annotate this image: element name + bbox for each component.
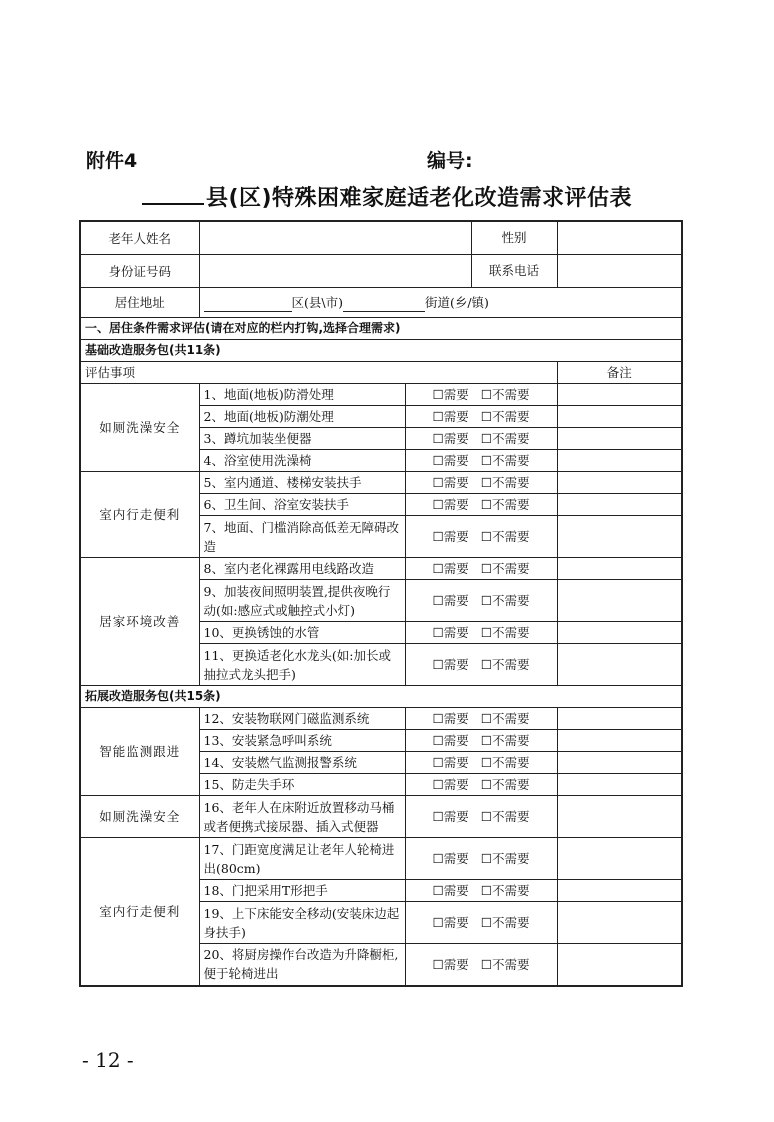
street-suffix: 街道(乡/镇) xyxy=(424,295,489,310)
need-checkbox[interactable]: ☐需要 xyxy=(432,883,469,898)
no-need-checkbox[interactable]: ☐不需要 xyxy=(480,733,530,748)
remark-cell[interactable] xyxy=(557,450,682,472)
remark-cell[interactable] xyxy=(557,428,682,450)
address-label: 居住地址 xyxy=(80,288,199,318)
address-field[interactable] xyxy=(199,288,682,318)
remark-cell[interactable] xyxy=(557,622,682,644)
item-text: 11、更换适老化水龙头(如:加长或抽拉式龙头把手) xyxy=(199,644,405,686)
no-need-checkbox[interactable]: ☐不需要 xyxy=(480,561,530,576)
need-checkbox[interactable]: ☐需要 xyxy=(432,851,469,866)
item-row xyxy=(80,708,682,730)
col-remark-header: 备注 xyxy=(557,362,682,384)
remark-cell[interactable] xyxy=(557,580,682,622)
no-need-checkbox[interactable]: ☐不需要 xyxy=(480,851,530,866)
no-need-checkbox[interactable]: ☐不需要 xyxy=(480,497,530,512)
item-text: 4、浴室使用洗澡椅 xyxy=(199,450,405,472)
need-checkbox[interactable]: ☐需要 xyxy=(432,431,469,446)
street-blank[interactable] xyxy=(343,297,425,312)
id-input-cell[interactable] xyxy=(199,255,557,288)
no-need-checkbox[interactable]: ☐不需要 xyxy=(480,777,530,792)
remark-cell[interactable] xyxy=(557,558,682,580)
need-checkbox[interactable]: ☐需要 xyxy=(432,561,469,576)
remark-cell[interactable] xyxy=(557,406,682,428)
need-checkbox[interactable]: ☐需要 xyxy=(432,809,469,824)
no-need-checkbox[interactable]: ☐不需要 xyxy=(480,755,530,770)
remark-cell[interactable] xyxy=(557,902,682,944)
item-text: 7、地面、门槛消除高低差无障碍改造 xyxy=(199,516,405,558)
category-label: 室内行走便利 xyxy=(80,472,199,558)
category-label: 如厕洗澡安全 xyxy=(80,384,199,472)
remark-cell[interactable] xyxy=(557,838,682,880)
remark-cell[interactable] xyxy=(557,752,682,774)
category-label: 居家环境改善 xyxy=(80,558,199,686)
gender-label: 性别 xyxy=(501,230,527,245)
item-text: 15、防走失手环 xyxy=(199,774,405,796)
item-text: 16、老年人在床附近放置移动马桶或者便携式接尿器、插入式便器 xyxy=(199,796,405,838)
item-text: 5、室内通道、楼梯安装扶手 xyxy=(199,472,405,494)
remark-cell[interactable] xyxy=(557,516,682,558)
phone-value[interactable] xyxy=(557,255,682,288)
item-row xyxy=(80,472,682,494)
need-options xyxy=(405,902,557,944)
document-title xyxy=(0,181,774,212)
basic-package-title: 基础改造服务包(共11条) xyxy=(80,340,682,362)
id-label: 身份证号码 xyxy=(80,255,199,288)
need-checkbox[interactable]: ☐需要 xyxy=(432,657,469,672)
need-checkbox[interactable]: ☐需要 xyxy=(432,915,469,930)
item-text: 6、卫生间、浴室安装扶手 xyxy=(199,494,405,516)
need-options xyxy=(405,838,557,880)
ext-package-row xyxy=(80,686,682,708)
item-text: 14、安装燃气监测报警系统 xyxy=(199,752,405,774)
item-text: 3、蹲坑加装坐便器 xyxy=(199,428,405,450)
item-row xyxy=(80,558,682,580)
no-need-checkbox[interactable]: ☐不需要 xyxy=(480,657,530,672)
need-options xyxy=(405,730,557,752)
need-options xyxy=(405,708,557,730)
remark-cell[interactable] xyxy=(557,708,682,730)
need-checkbox[interactable]: ☐需要 xyxy=(432,529,469,544)
need-options xyxy=(405,622,557,644)
item-text: 13、安装紧急呼叫系统 xyxy=(199,730,405,752)
serial-number-label: 编号: xyxy=(427,150,473,172)
need-options xyxy=(405,580,557,622)
item-text: 10、更换锈蚀的水管 xyxy=(199,622,405,644)
id-value[interactable] xyxy=(200,255,472,287)
need-options xyxy=(405,494,557,516)
no-need-checkbox[interactable]: ☐不需要 xyxy=(480,915,530,930)
name-label: 老年人姓名 xyxy=(80,221,199,255)
need-options xyxy=(405,644,557,686)
need-options xyxy=(405,944,557,986)
col-item-header: 评估事项 xyxy=(80,362,557,384)
need-checkbox[interactable]: ☐需要 xyxy=(432,956,469,972)
no-need-checkbox[interactable]: ☐不需要 xyxy=(480,409,530,424)
remark-cell[interactable] xyxy=(557,944,682,986)
need-checkbox[interactable]: ☐需要 xyxy=(432,497,469,512)
need-options xyxy=(405,752,557,774)
need-checkbox[interactable]: ☐需要 xyxy=(432,777,469,792)
no-need-checkbox[interactable]: ☐不需要 xyxy=(480,453,530,468)
item-row xyxy=(80,796,682,838)
need-checkbox[interactable]: ☐需要 xyxy=(432,387,469,402)
need-checkbox[interactable]: ☐需要 xyxy=(432,755,469,770)
remark-cell[interactable] xyxy=(557,384,682,406)
gender-value[interactable] xyxy=(557,221,682,255)
no-need-checkbox[interactable]: ☐不需要 xyxy=(480,809,530,824)
item-text: 18、门把采用T形把手 xyxy=(199,880,405,902)
need-options xyxy=(405,880,557,902)
need-options xyxy=(405,406,557,428)
item-text: 12、安装物联网门磁监测系统 xyxy=(199,708,405,730)
title-text: 县(区)特殊困难家庭适老化改造需求评估表 xyxy=(205,186,633,211)
no-need-checkbox[interactable]: ☐不需要 xyxy=(480,475,530,490)
category-label: 智能监测跟进 xyxy=(80,708,199,796)
remark-cell[interactable] xyxy=(557,494,682,516)
item-text: 17、门距宽度满足让老年人轮椅进出(80cm) xyxy=(199,838,405,880)
need-options xyxy=(405,774,557,796)
no-need-checkbox[interactable]: ☐不需要 xyxy=(480,711,530,726)
name-value[interactable] xyxy=(200,222,472,254)
need-checkbox[interactable]: ☐需要 xyxy=(432,593,469,608)
section1-title: 一、居住条件需求评估(请在对应的栏内打钩,选择合理需求) xyxy=(80,318,682,340)
item-row xyxy=(80,838,682,880)
need-checkbox[interactable]: ☐需要 xyxy=(432,453,469,468)
no-need-checkbox[interactable]: ☐不需要 xyxy=(480,431,530,446)
need-checkbox[interactable]: ☐需要 xyxy=(432,625,469,640)
remark-cell[interactable] xyxy=(557,644,682,686)
item-text: 8、室内老化裸露用电线路改造 xyxy=(199,558,405,580)
attachment-label: 附件4 xyxy=(86,150,138,172)
item-row xyxy=(80,384,682,406)
no-need-checkbox[interactable]: ☐不需要 xyxy=(480,625,530,640)
remark-cell[interactable] xyxy=(557,796,682,838)
district-suffix: 区(县\市) xyxy=(291,295,343,310)
need-options xyxy=(405,516,557,558)
remark-cell[interactable] xyxy=(557,730,682,752)
no-need-checkbox[interactable]: ☐不需要 xyxy=(480,956,530,972)
need-checkbox[interactable]: ☐需要 xyxy=(432,409,469,424)
remark-cell[interactable] xyxy=(557,774,682,796)
no-need-checkbox[interactable]: ☐不需要 xyxy=(480,883,530,898)
category-label: 室内行走便利 xyxy=(80,838,199,986)
need-options xyxy=(405,428,557,450)
ext-package-title: 拓展改造服务包(共15条) xyxy=(80,686,682,708)
item-text: 2、地面(地板)防潮处理 xyxy=(199,406,405,428)
county-blank xyxy=(142,203,204,205)
no-need-checkbox[interactable]: ☐不需要 xyxy=(480,387,530,402)
district-blank[interactable] xyxy=(204,297,292,312)
need-options xyxy=(405,558,557,580)
item-text: 9、加装夜间照明装置,提供夜晚行动(如:感应式或触控式小灯) xyxy=(199,580,405,622)
remark-cell[interactable] xyxy=(557,880,682,902)
need-options xyxy=(405,450,557,472)
phone-label: 联系电话 xyxy=(489,263,540,278)
need-checkbox[interactable]: ☐需要 xyxy=(432,475,469,490)
assessment-table xyxy=(79,220,683,987)
need-options xyxy=(405,472,557,494)
item-text: 1、地面(地板)防滑处理 xyxy=(199,384,405,406)
remark-cell[interactable] xyxy=(557,472,682,494)
need-checkbox[interactable]: ☐需要 xyxy=(432,711,469,726)
name-input-cell[interactable] xyxy=(199,221,557,255)
item-text: 20、将厨房操作台改造为升降橱柜,便于轮椅进出 xyxy=(199,944,405,986)
need-checkbox[interactable]: ☐需要 xyxy=(432,733,469,748)
category-label: 如厕洗澡安全 xyxy=(80,796,199,838)
item-text: 19、上下床能安全移动(安装床边起身扶手) xyxy=(199,902,405,944)
no-need-checkbox[interactable]: ☐不需要 xyxy=(480,593,530,608)
no-need-checkbox[interactable]: ☐不需要 xyxy=(480,529,530,544)
need-options xyxy=(405,384,557,406)
need-options xyxy=(405,796,557,838)
page-number: - 12 - xyxy=(82,1048,134,1072)
